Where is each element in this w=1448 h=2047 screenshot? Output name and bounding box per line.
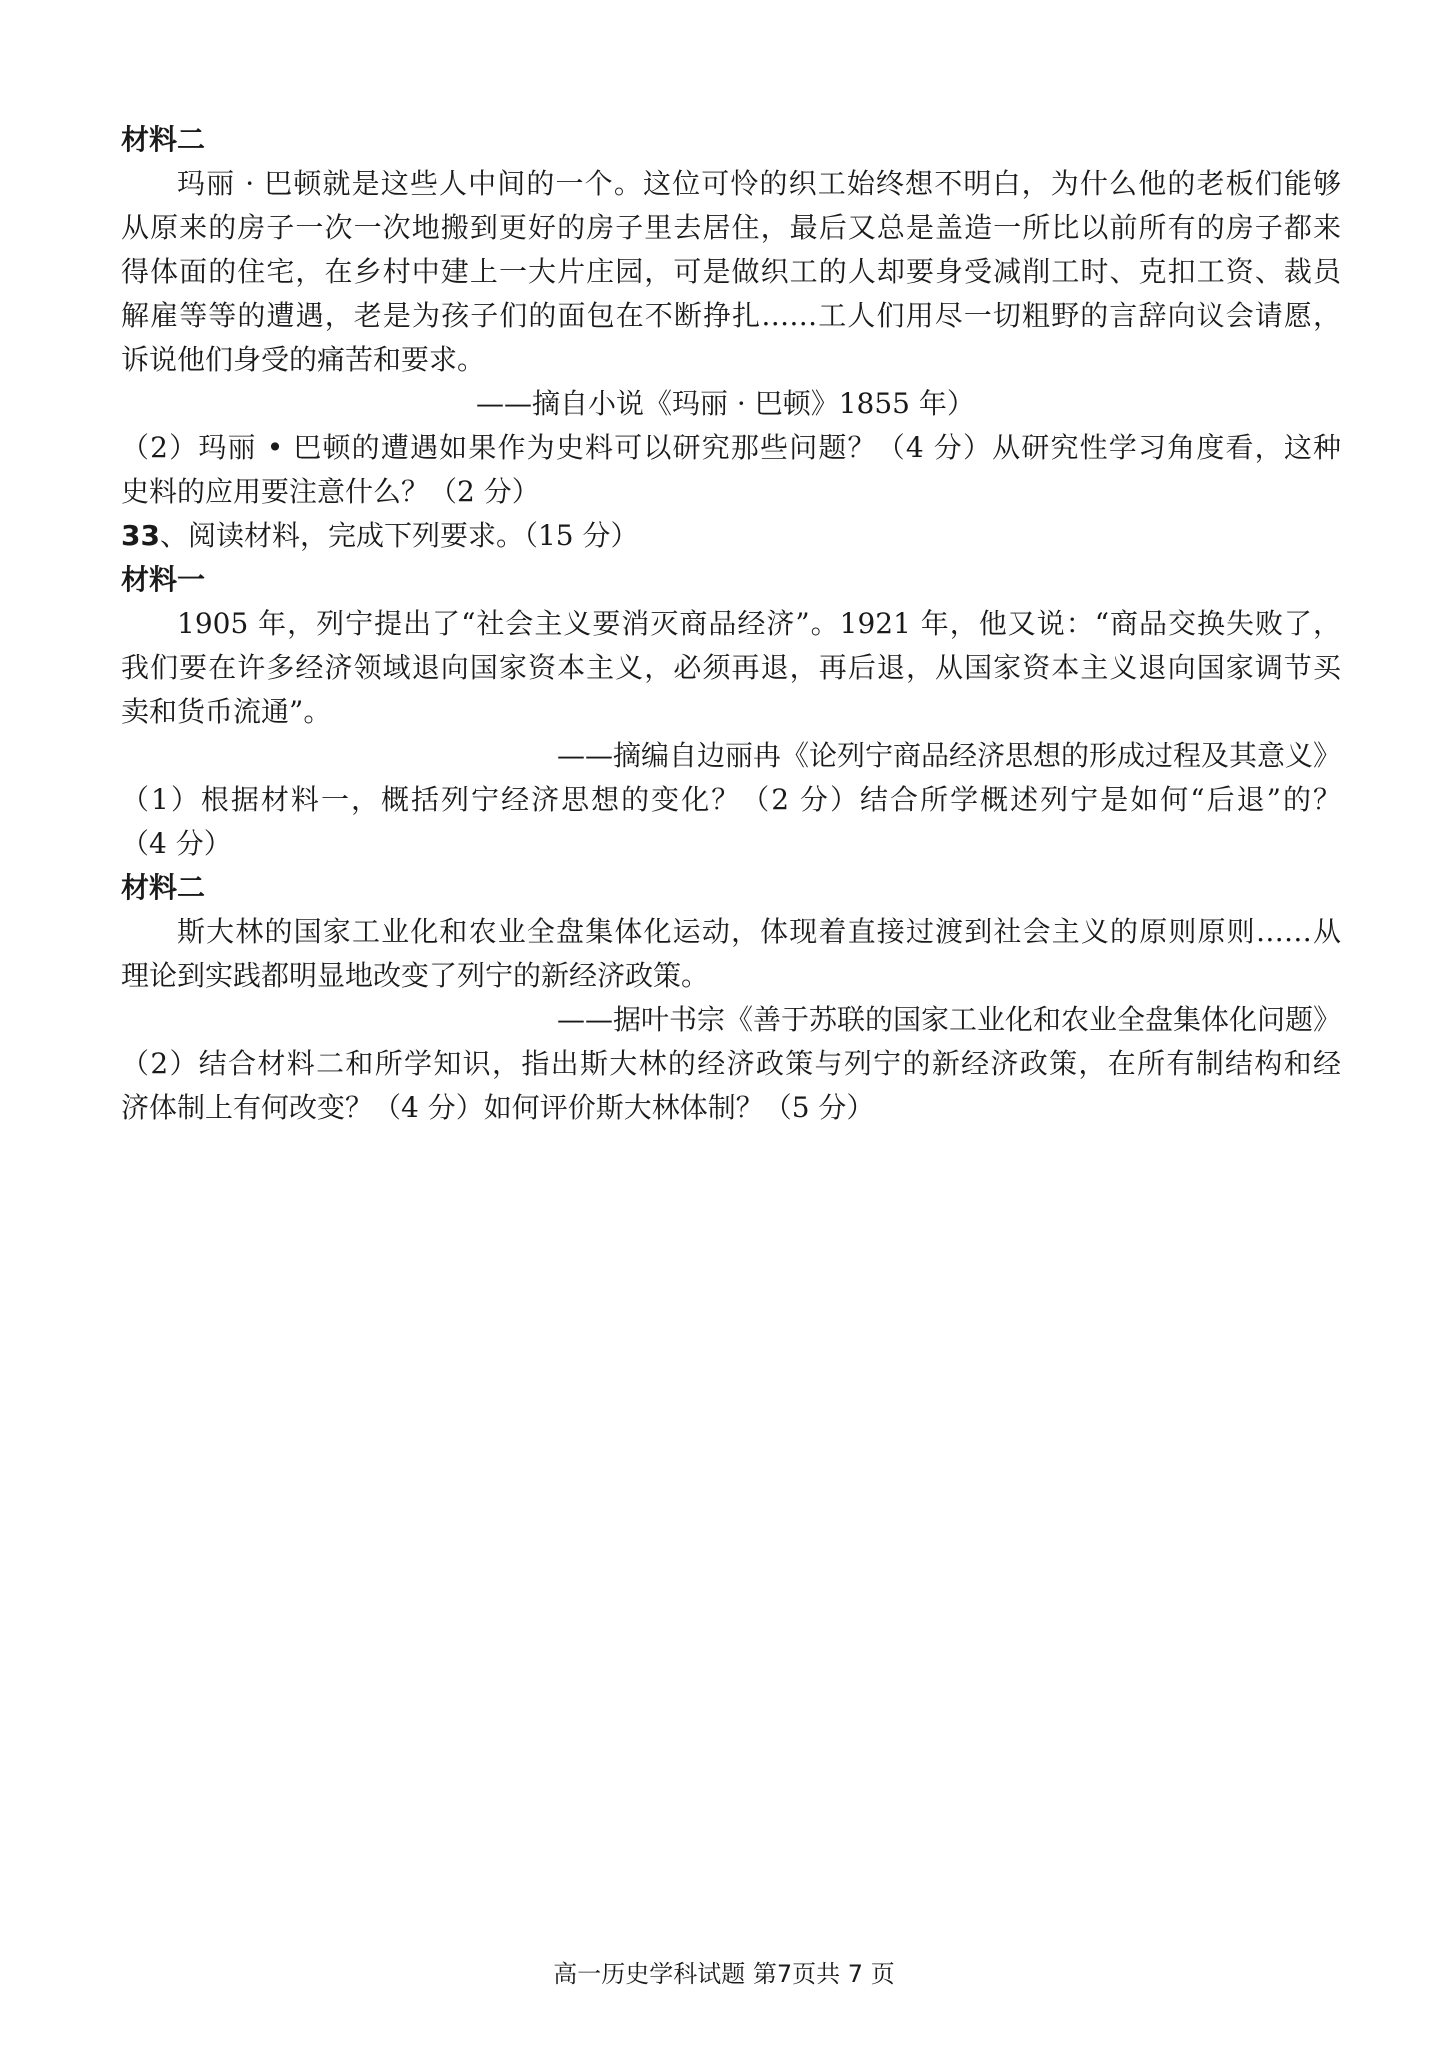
material-text-line: 解雇等等的遭遇，老是为孩子们的面包在不断挣扎……工人们用尽一切粗野的言辞向议会请愿， xyxy=(121,299,1341,332)
material-heading: 材料一 xyxy=(121,563,206,596)
question-text-line: （4 分） xyxy=(121,827,232,860)
material-heading: 材料二 xyxy=(121,123,206,156)
question-text-line: （2）玛丽 • 巴顿的遭遇如果作为史料可以研究那些问题？（4 分）从研究性学习角度看，这种 xyxy=(121,431,1341,464)
exam-page xyxy=(121,118,1341,1130)
material-source: ——据叶书宗《善于苏联的国家工业化和农业全盘集体化问题》 xyxy=(556,1003,1341,1036)
material-text-line: 1905 年，列宁提出了“社会主义要消灭商品经济”。1921 年，他又说：“商品交换失败了， xyxy=(177,607,1341,640)
question-text-line: （2）结合材料二和所学知识，指出斯大林的经济政策与列宁的新经济政策，在所有制结构和经 xyxy=(121,1047,1341,1080)
material-source: ——摘自小说《玛丽 · 巴顿》1855 年） xyxy=(476,387,975,420)
question-33-title xyxy=(121,514,1341,558)
page-footer: 高一历史学科试题 第7页共 7 页 xyxy=(553,1960,895,1988)
material-text-line: 玛丽 · 巴顿就是这些人中间的一个。这位可怜的织工始终想不明白，为什么他的老板们能够 xyxy=(177,167,1341,200)
question-instruction: 、阅读材料，完成下列要求。（15 分） xyxy=(159,519,639,552)
question-text-line: 济体制上有何改变？（4 分）如何评价斯大林体制？（5 分） xyxy=(121,1091,875,1124)
material-text-line: 得体面的住宅，在乡村中建上一大片庄园，可是做织工的人却要身受减削工时、克扣工资、裁员 xyxy=(121,255,1341,288)
material-text-line: 理论到实践都明显地改变了列宁的新经济政策。 xyxy=(121,959,710,992)
material-text-line: 诉说他们身受的痛苦和要求。 xyxy=(121,343,486,376)
material-text-line: 斯大林的国家工业化和农业全盘集体化运动，体现着直接过渡到社会主义的原则原则……从 xyxy=(177,915,1341,948)
question-text-line: 史料的应用要注意什么？（2 分） xyxy=(121,475,540,508)
material-text-line: 卖和货币流通”。 xyxy=(121,695,332,728)
question-number: 33 xyxy=(121,519,160,552)
question-text-line: （1）根据材料一，概括列宁经济思想的变化？（2 分）结合所学概述列宁是如何“后退”的？ xyxy=(121,783,1341,816)
material-source: ——摘编自边丽冉《论列宁商品经济思想的形成过程及其意义》 xyxy=(556,739,1341,772)
material-heading: 材料二 xyxy=(121,871,206,904)
material-text-line: 我们要在许多经济领域退向国家资本主义，必须再退，再后退，从国家资本主义退向国家调节买 xyxy=(121,651,1341,684)
material-text-line: 从原来的房子一次一次地搬到更好的房子里去居住，最后又总是盖造一所比以前所有的房子都来 xyxy=(121,211,1341,244)
